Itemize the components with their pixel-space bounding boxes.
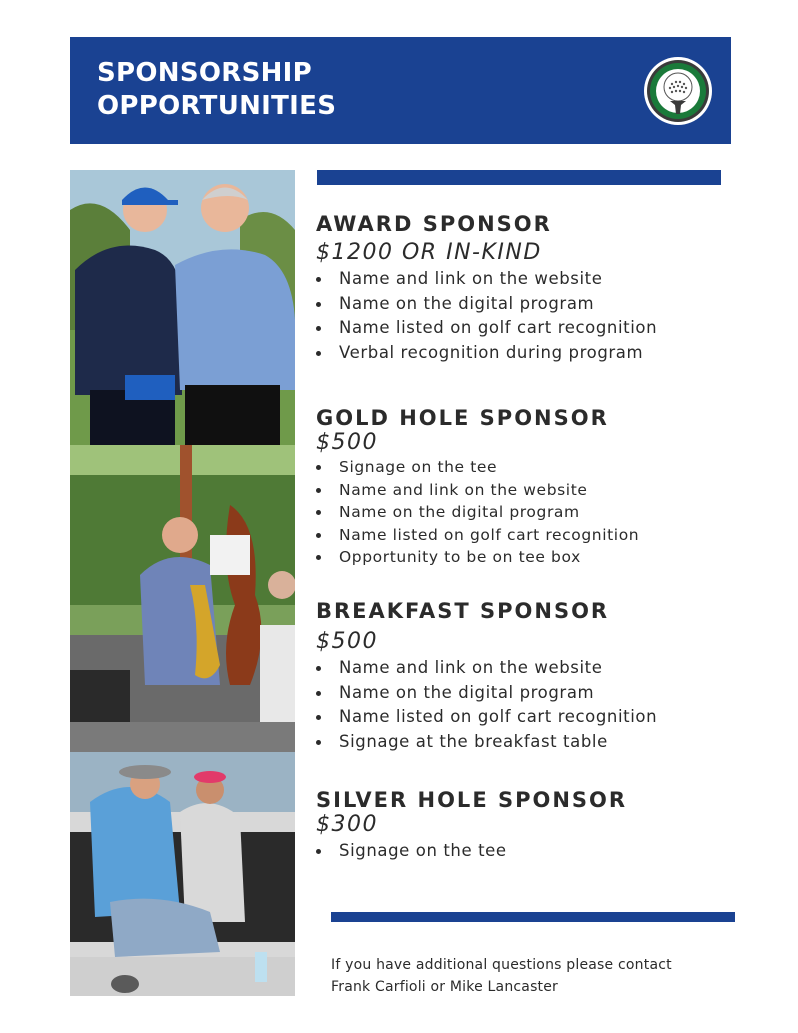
page-title-line1: SPONSORSHIP (97, 58, 313, 88)
header-banner (70, 37, 731, 144)
list-item: Name on the digital program (316, 501, 639, 524)
photo-women-in-golf-cart (70, 722, 295, 996)
photo-saxophone-band (70, 445, 295, 722)
list-item: Name and link on the website (316, 479, 639, 502)
page-title (97, 57, 336, 123)
gold-hole-sponsor-title: GOLD HOLE SPONSOR (316, 406, 609, 430)
breakfast-sponsor-section (316, 599, 657, 754)
list-item: Signage at the breakfast table (316, 730, 657, 755)
award-sponsor-section (316, 212, 657, 365)
photo-column (70, 170, 295, 996)
breakfast-sponsor-price: $500 (316, 629, 378, 654)
list-item: Name listed on golf cart recognition (316, 705, 657, 730)
bottom-divider-bar (331, 912, 735, 922)
award-sponsor-benefits (316, 267, 657, 365)
list-item: Verbal recognition during program (316, 341, 657, 366)
list-item: Opportunity to be on tee box (316, 546, 639, 569)
breakfast-sponsor-title: BREAKFAST SPONSOR (316, 599, 610, 623)
page-title-line2: OPPORTUNITIES (97, 91, 337, 121)
contact-line2: Frank Carfioli or Mike Lancaster (331, 979, 559, 995)
list-item: Name on the digital program (316, 292, 657, 317)
list-item: Name on the digital program (316, 681, 657, 706)
photo-two-men-golf-course (70, 170, 295, 445)
contact-note (331, 954, 672, 998)
contact-line1: If you have additional questions please contact (331, 957, 672, 973)
list-item: Signage on the tee (316, 456, 639, 479)
award-sponsor-price: $1200 OR IN-KIND (316, 240, 542, 265)
silver-hole-sponsor-title: SILVER HOLE SPONSOR (316, 788, 628, 812)
list-item: Name listed on golf cart recognition (316, 316, 657, 341)
breakfast-sponsor-benefits (316, 656, 657, 754)
silver-hole-sponsor-benefits (316, 839, 627, 864)
list-item: Signage on the tee (316, 839, 627, 864)
silver-hole-sponsor-section (316, 788, 627, 864)
list-item: Name and link on the website (316, 656, 657, 681)
golf-ball-on-tee-icon (643, 56, 713, 126)
gold-hole-sponsor-benefits (316, 456, 639, 569)
silver-hole-sponsor-price: $300 (316, 812, 378, 837)
award-sponsor-title: AWARD SPONSOR (316, 212, 552, 236)
gold-hole-sponsor-section (316, 406, 639, 569)
gold-hole-sponsor-price: $500 (316, 430, 378, 455)
top-divider-bar (317, 170, 721, 185)
list-item: Name listed on golf cart recognition (316, 524, 639, 547)
list-item: Name and link on the website (316, 267, 657, 292)
